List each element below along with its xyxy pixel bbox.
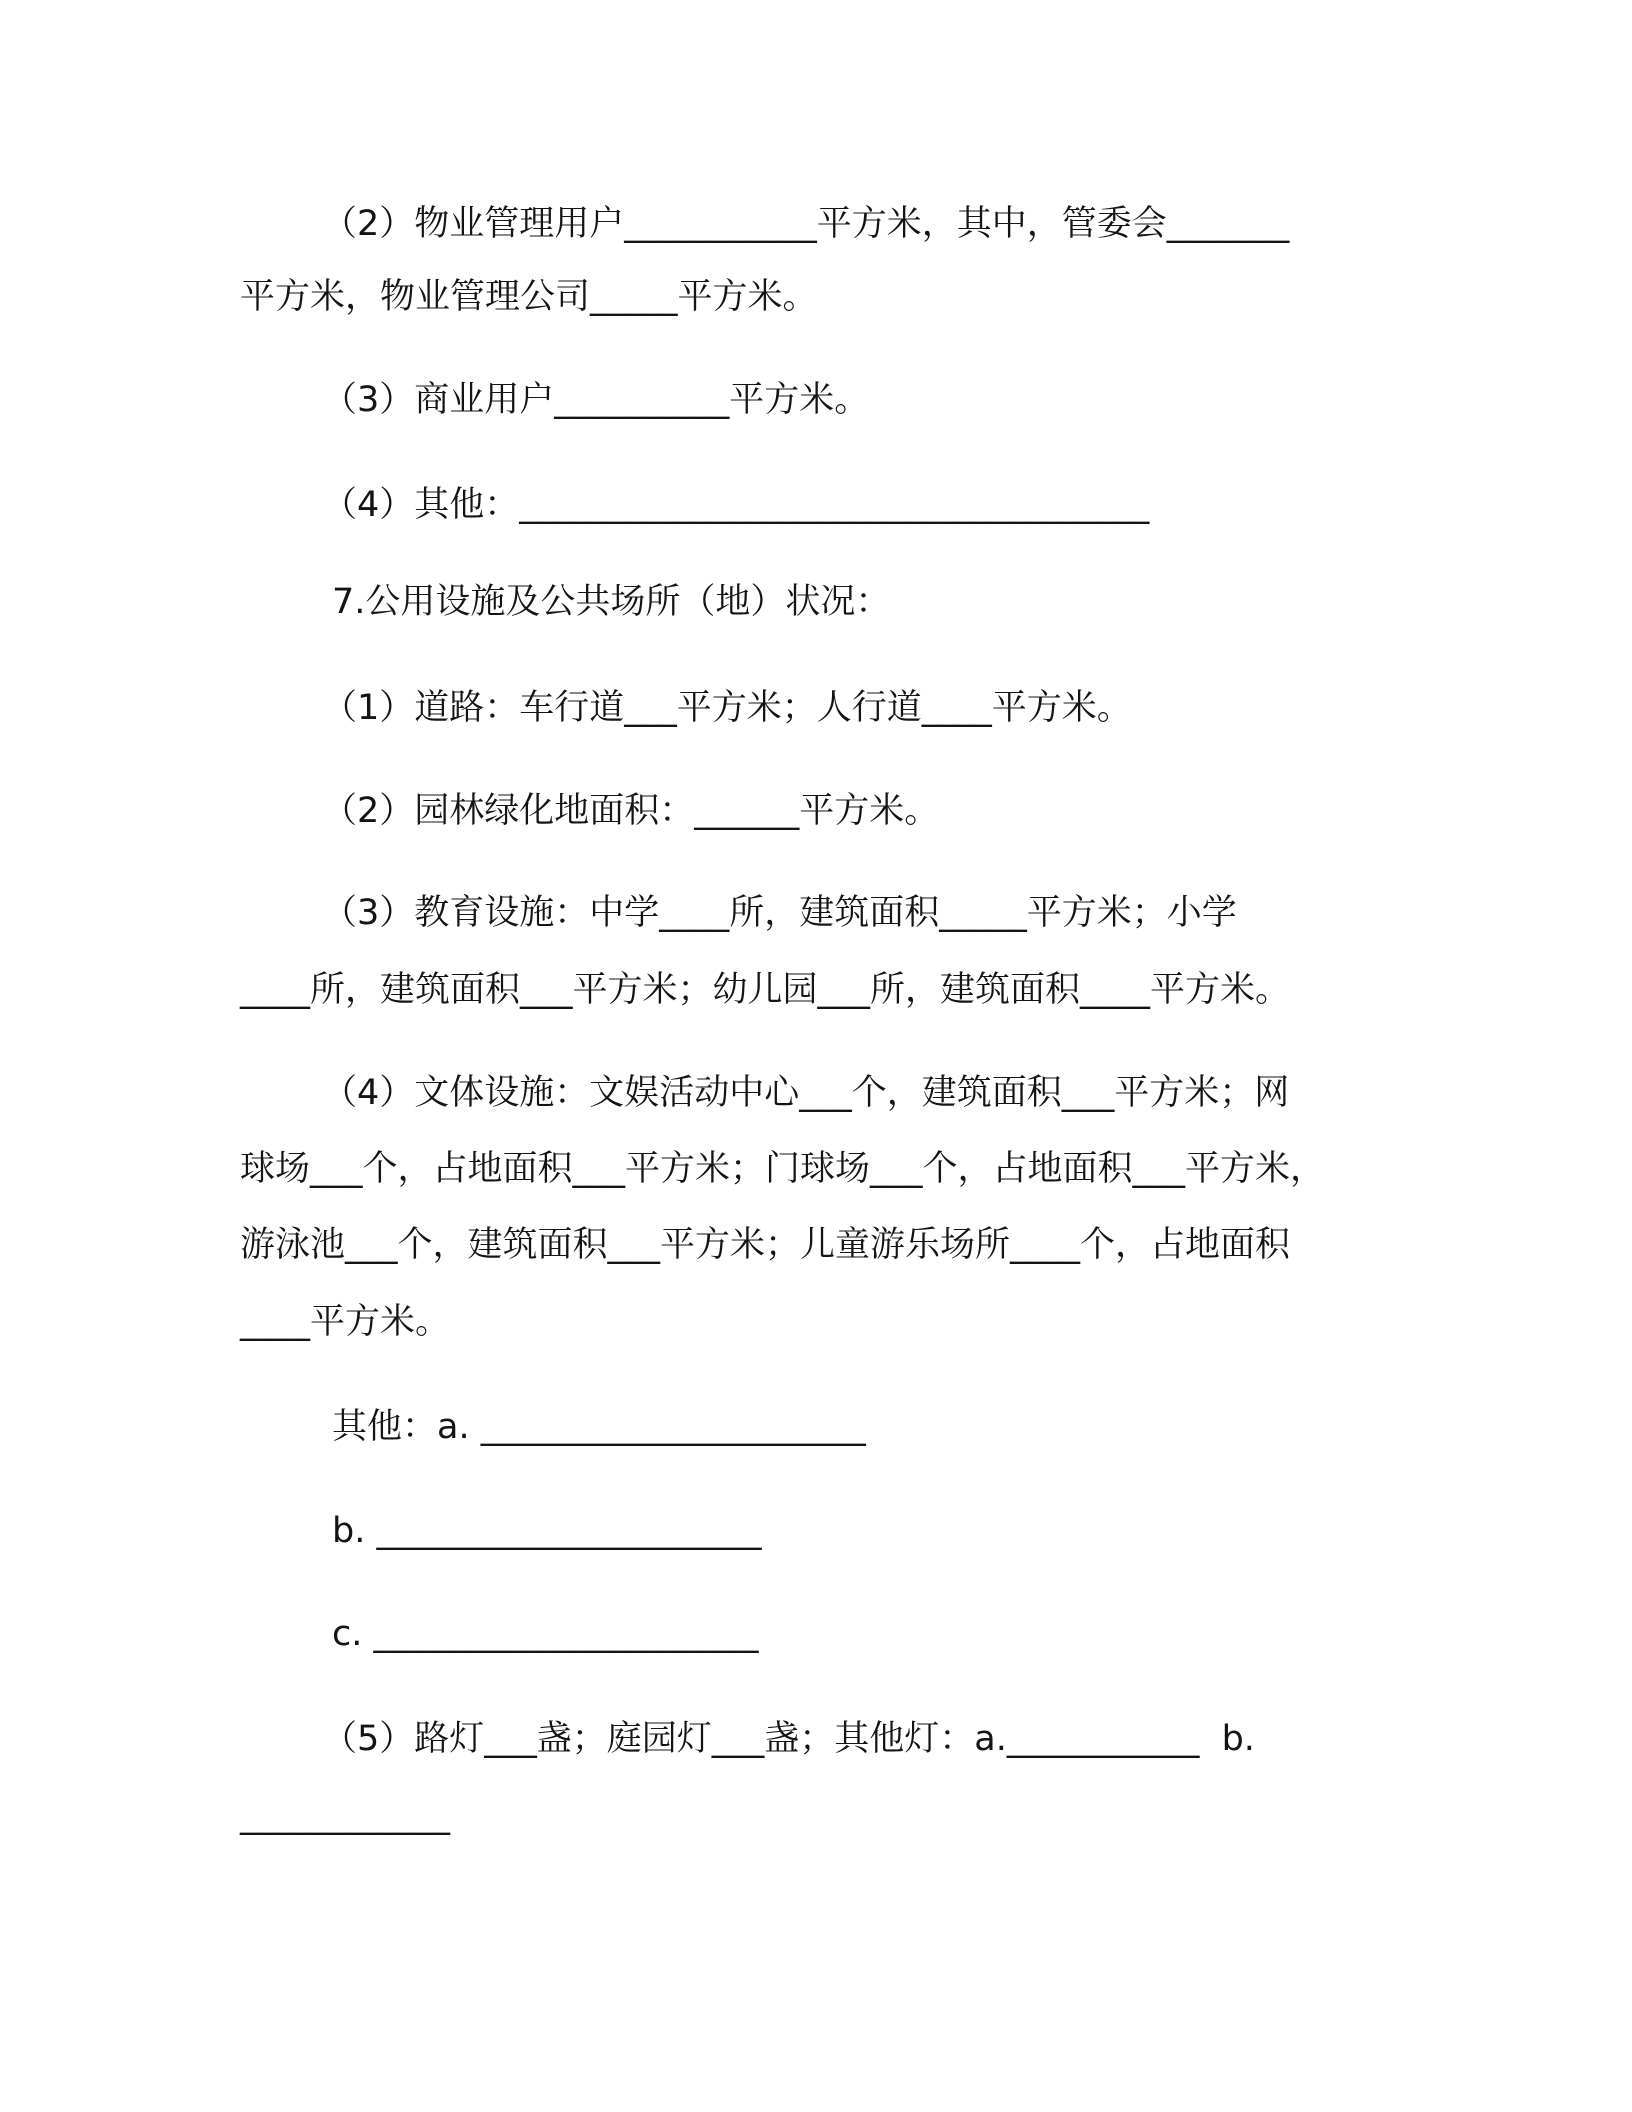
item-2-property-management-line-1: （2）物业管理用户___________平方米，其中，管委会_______: [322, 204, 1290, 244]
item-4-other: （4）其他：____________________________________: [322, 485, 1150, 525]
item-3-education-line-1: （3）教育设施：中学____所，建筑面积_____平方米；小学: [322, 893, 1237, 933]
item-3-education-line-2: ____所，建筑面积___平方米；幼儿园___所，建筑面积____平方米。: [240, 970, 1291, 1010]
other-facilities-a: 其他：a. ______________________: [332, 1407, 866, 1447]
item-5-lighting-line-1: （5）路灯___盏；庭园灯___盏；其他灯：a.___________ b.: [322, 1719, 1255, 1759]
item-1-roads: （1）道路：车行道___平方米；人行道____平方米。: [322, 688, 1132, 728]
item-4-culture-sports-line-4: ____平方米。: [240, 1302, 451, 1342]
item-4-culture-sports-line-2: 球场___个，占地面积___平方米；门球场___个，占地面积___平方米，: [240, 1149, 1326, 1189]
item-2-green-area: （2）园林绿化地面积：______平方米。: [322, 791, 940, 831]
item-4-culture-sports-line-3: 游泳池___个，建筑面积___平方米；儿童游乐场所____个，占地面积: [240, 1225, 1291, 1265]
other-facilities-b: b. ______________________: [332, 1511, 762, 1551]
other-facilities-c: c. ______________________: [332, 1614, 759, 1654]
section-7-heading: 7.公用设施及公共场所（地）状况：: [332, 582, 891, 622]
item-5-lighting-line-2: ____________: [240, 1796, 450, 1836]
item-3-commercial-users: （3）商业用户__________平方米。: [322, 380, 870, 420]
item-4-culture-sports-line-1: （4）文体设施：文娱活动中心___个，建筑面积___平方米；网: [322, 1073, 1290, 1113]
item-2-property-management-line-2: 平方米，物业管理公司_____平方米。: [240, 277, 818, 317]
